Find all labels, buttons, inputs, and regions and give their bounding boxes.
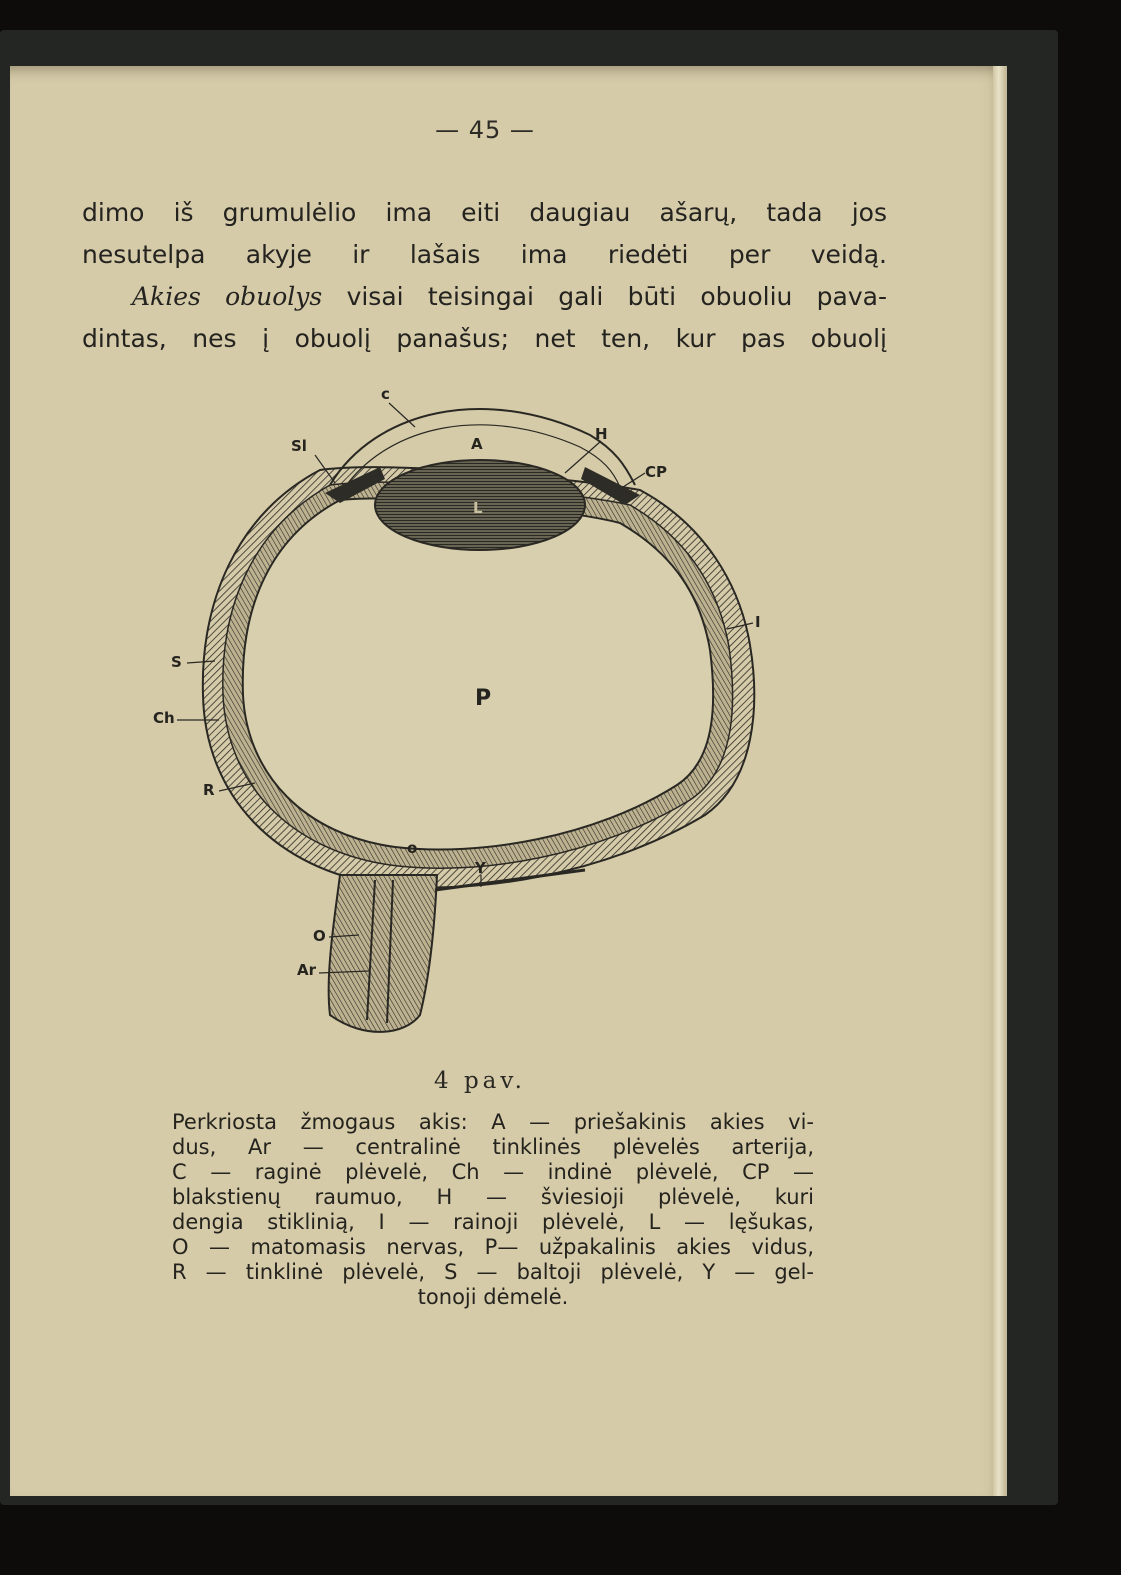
vitreous-body bbox=[243, 498, 713, 849]
label-o: O bbox=[313, 927, 326, 945]
body-line-4: dintas, nes į obuolį panašus; net ten, kur pas obuolį bbox=[82, 324, 887, 353]
label-a: A bbox=[471, 435, 483, 453]
label-y-mark: o bbox=[407, 839, 418, 857]
label-ch: Ch bbox=[153, 709, 175, 727]
label-ar: Ar bbox=[297, 961, 317, 979]
label-sl: Sl bbox=[291, 437, 307, 455]
label-y: Y bbox=[475, 859, 486, 877]
caption-line-7: R — tinklinė plėvelė, S — baltoji plėvelė, Y — gel- bbox=[172, 1260, 814, 1284]
italic-lead: Akies obuolys bbox=[132, 282, 323, 311]
page-edge bbox=[993, 66, 1007, 1496]
caption-line-3: C — raginė plėvelė, Ch — indinė plėvelė, CP — bbox=[172, 1160, 814, 1184]
figure-number: 4 pav. bbox=[434, 1068, 526, 1094]
optic-nerve bbox=[329, 875, 437, 1032]
label-p: P bbox=[475, 686, 492, 711]
label-r: R bbox=[203, 781, 215, 799]
label-cp: CP bbox=[645, 463, 668, 481]
body-line-3 bbox=[132, 280, 887, 314]
label-s: S bbox=[171, 653, 182, 671]
label-l: L bbox=[473, 499, 483, 517]
eye-diagram bbox=[145, 375, 825, 1045]
caption-line-8: tonoji dėmelė. bbox=[417, 1285, 569, 1309]
body-line-2: nesutelpa akyje ir lašais ima riedėti per veidą. bbox=[82, 240, 887, 269]
caption-line-1: Perkriosta žmogaus akis: A — priešakinis akies vi- bbox=[172, 1110, 814, 1134]
label-c: c bbox=[381, 385, 390, 403]
caption-line-5: dengia stiklinią, I — rainoji plėvelė, L — lęšukas, bbox=[172, 1210, 814, 1234]
body-line-1: dimo iš grumulėlio ima eiti daugiau ašarų, tada jos bbox=[82, 198, 887, 227]
caption-line-4: blakstienų raumuo, H — šviesioji plėvelė, kuri bbox=[172, 1185, 814, 1209]
label-i: I bbox=[755, 613, 761, 631]
caption-line-6: O — matomasis nervas, P— užpakalinis akies vidus, bbox=[172, 1235, 814, 1259]
caption-line-2: dus, Ar — centralinė tinklinės plėvelės arterija, bbox=[172, 1135, 814, 1159]
eye-cross-section-figure bbox=[145, 375, 825, 1045]
body-line-3-text: visai teisingai gali būti obuoliu pava- bbox=[346, 282, 887, 311]
page-number: — 45 — bbox=[435, 116, 535, 144]
label-h: H bbox=[595, 425, 608, 443]
